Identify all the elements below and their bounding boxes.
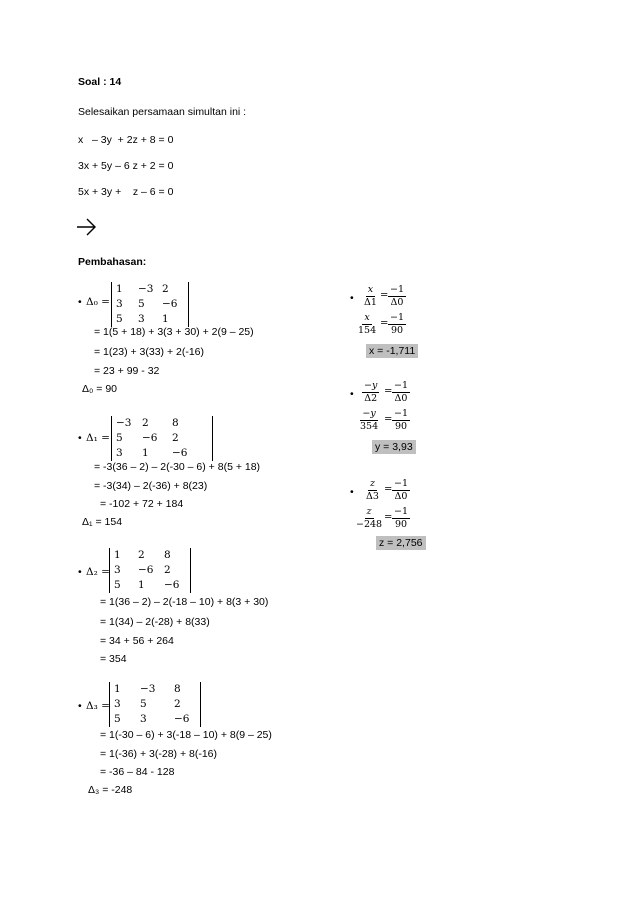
d2-m22: −6 (164, 579, 180, 591)
z-eq-2: = (384, 512, 393, 523)
z-frac-4 (392, 506, 410, 531)
d2-m10: 3 (114, 564, 121, 576)
z-frac-3 (354, 506, 384, 531)
d0-m22: 1 (162, 313, 169, 325)
y-frac-1 (362, 380, 379, 405)
d3-m20: 5 (114, 713, 121, 725)
d0-m00: 1 (116, 283, 123, 295)
d2-m00: 1 (114, 549, 121, 561)
d3-result: Δ₃ = -248 (88, 784, 133, 796)
soal-heading: Soal : 14 (78, 76, 122, 88)
d1-m20: 3 (116, 447, 123, 459)
d3-determinant (109, 682, 201, 727)
d3-m01: −3 (140, 683, 156, 695)
d2-m11: −6 (138, 564, 154, 576)
d2-m21: 1 (138, 579, 145, 591)
y-frac-2 (392, 380, 410, 405)
d2-determinant (109, 548, 191, 593)
d3-step-3: = -36 – 84 - 128 (100, 766, 175, 778)
d0-result: Δ₀ = 90 (82, 383, 118, 395)
d0-m01: −3 (138, 283, 154, 295)
d2-m01: 2 (138, 549, 145, 561)
d3-m10: 3 (114, 698, 121, 710)
d1-m10: 5 (116, 432, 123, 444)
z-frac-4-num: −1 (394, 506, 409, 517)
z-frac-2-den: Δ0 (394, 491, 408, 502)
x-frac-2 (388, 284, 406, 309)
d1-determinant (111, 416, 213, 461)
y-frac-1-den: Δ2 (364, 393, 378, 404)
right-arrow-icon (76, 218, 98, 236)
x-frac-1 (362, 284, 379, 309)
x-eq-2: = (380, 318, 389, 329)
d0-step-2: = 1(23) + 3(33) + 2(-16) (94, 346, 205, 358)
y-eq-1: = (384, 386, 393, 397)
d2-step-3: = 34 + 56 + 264 (100, 635, 174, 647)
d1-step-1: = -3(36 – 2) – 2(-30 – 6) + 8(5 + 18) (94, 461, 261, 473)
x-frac-2-den: Δ0 (390, 297, 404, 308)
d1-m12: 2 (172, 432, 179, 444)
d3-m02: 8 (174, 683, 181, 695)
z-frac-2-num: −1 (394, 478, 409, 489)
d2-step-1: = 1(36 – 2) – 2(-18 – 10) + 8(3 + 30) (100, 596, 269, 608)
pembahasan-heading: Pembahasan: (78, 256, 147, 268)
equation-2: 3x + 5y – 6 z + 2 = 0 (78, 160, 174, 172)
y-frac-3-num: −y (362, 408, 376, 419)
d0-m21: 3 (138, 313, 145, 325)
x-frac-3 (356, 312, 378, 337)
z-frac-1-num: z (369, 478, 375, 489)
d3-m22: −6 (174, 713, 190, 725)
d0-m02: 2 (162, 283, 169, 295)
y-frac-4-num: −1 (394, 408, 409, 419)
d2-step-4: = 354 (100, 653, 127, 665)
d1-m21: 1 (142, 447, 149, 459)
z-frac-4-den: 90 (394, 519, 408, 530)
d0-step-1: = 1(5 + 18) + 3(3 + 30) + 2(9 – 25) (94, 326, 254, 338)
z-eq-1: = (384, 484, 393, 495)
d2-label: Δ₂ = (86, 566, 110, 578)
z-frac-1 (364, 478, 381, 503)
bullet-x: • (350, 292, 354, 304)
x-frac-1-num: x (367, 284, 374, 295)
x-frac-4-den: 90 (390, 325, 404, 336)
bullet-d1: • (78, 432, 82, 444)
d1-step-3: = -102 + 72 + 184 (100, 498, 184, 510)
d3-step-1: = 1(-30 – 6) + 3(-18 – 10) + 8(9 – 25) (100, 729, 272, 741)
d1-m00: −3 (116, 417, 132, 429)
d3-label: Δ₃ = (86, 700, 110, 712)
d0-m12: −6 (162, 298, 178, 310)
d2-step-2: = 1(34) – 2(-28) + 8(33) (100, 616, 210, 628)
z-frac-2 (392, 478, 410, 503)
d3-m21: 3 (140, 713, 147, 725)
d1-m22: −6 (172, 447, 188, 459)
y-frac-3 (358, 408, 380, 433)
x-answer: x = -1,711 (366, 344, 418, 358)
x-frac-4 (388, 312, 406, 337)
z-frac-1-den: Δ3 (366, 491, 379, 502)
d1-step-2: = -3(34) – 2(-36) + 8(23) (94, 480, 208, 492)
equation-1: x – 3y + 2z + 8 = 0 (78, 134, 174, 146)
x-frac-1-den: Δ1 (364, 297, 377, 308)
d0-label: Δ₀ = (86, 296, 110, 308)
instruction-text: Selesaikan persamaan simultan ini : (78, 106, 247, 118)
d1-m02: 8 (172, 417, 179, 429)
x-frac-3-den: 154 (358, 325, 377, 336)
y-answer: y = 3,93 (372, 440, 416, 454)
y-eq-2: = (384, 414, 393, 425)
d2-m20: 5 (114, 579, 121, 591)
x-frac-4-num: −1 (390, 312, 405, 323)
y-frac-3-den: 354 (360, 421, 379, 432)
bullet-d2: • (78, 566, 82, 578)
x-frac-3-num: x (364, 312, 370, 323)
y-frac-4-den: 90 (394, 421, 408, 432)
z-frac-3-num: z (366, 506, 372, 517)
d1-label: Δ₁ = (86, 432, 110, 444)
d3-m11: 5 (140, 698, 147, 710)
d0-m10: 3 (116, 298, 123, 310)
d3-step-2: = 1(-36) + 3(-28) + 8(-16) (100, 748, 218, 760)
d0-m20: 5 (116, 313, 123, 325)
d0-determinant (111, 282, 189, 327)
d1-m11: −6 (142, 432, 158, 444)
d0-step-3: = 23 + 99 - 32 (94, 365, 160, 377)
d3-m00: 1 (114, 683, 121, 695)
x-eq-1: = (380, 290, 389, 301)
bullet-y: • (350, 388, 354, 400)
x-frac-2-num: −1 (390, 284, 405, 295)
d3-m12: 2 (174, 698, 181, 710)
y-frac-2-den: Δ0 (394, 393, 408, 404)
d0-m11: 5 (138, 298, 145, 310)
bullet-z: • (350, 486, 354, 498)
bullet-d3: • (78, 700, 82, 712)
bullet-d0: • (78, 296, 82, 308)
d2-m02: 8 (164, 549, 171, 561)
y-frac-4 (392, 408, 410, 433)
y-frac-2-num: −1 (394, 380, 409, 391)
d1-m01: 2 (142, 417, 149, 429)
equation-3: 5x + 3y + z – 6 = 0 (78, 186, 174, 198)
d2-m12: 2 (164, 564, 171, 576)
z-answer: z = 2,756 (376, 536, 426, 550)
d1-result: Δ₁ = 154 (82, 516, 123, 528)
z-frac-3-den: −248 (356, 519, 383, 530)
y-frac-1-num: −y (364, 380, 378, 391)
